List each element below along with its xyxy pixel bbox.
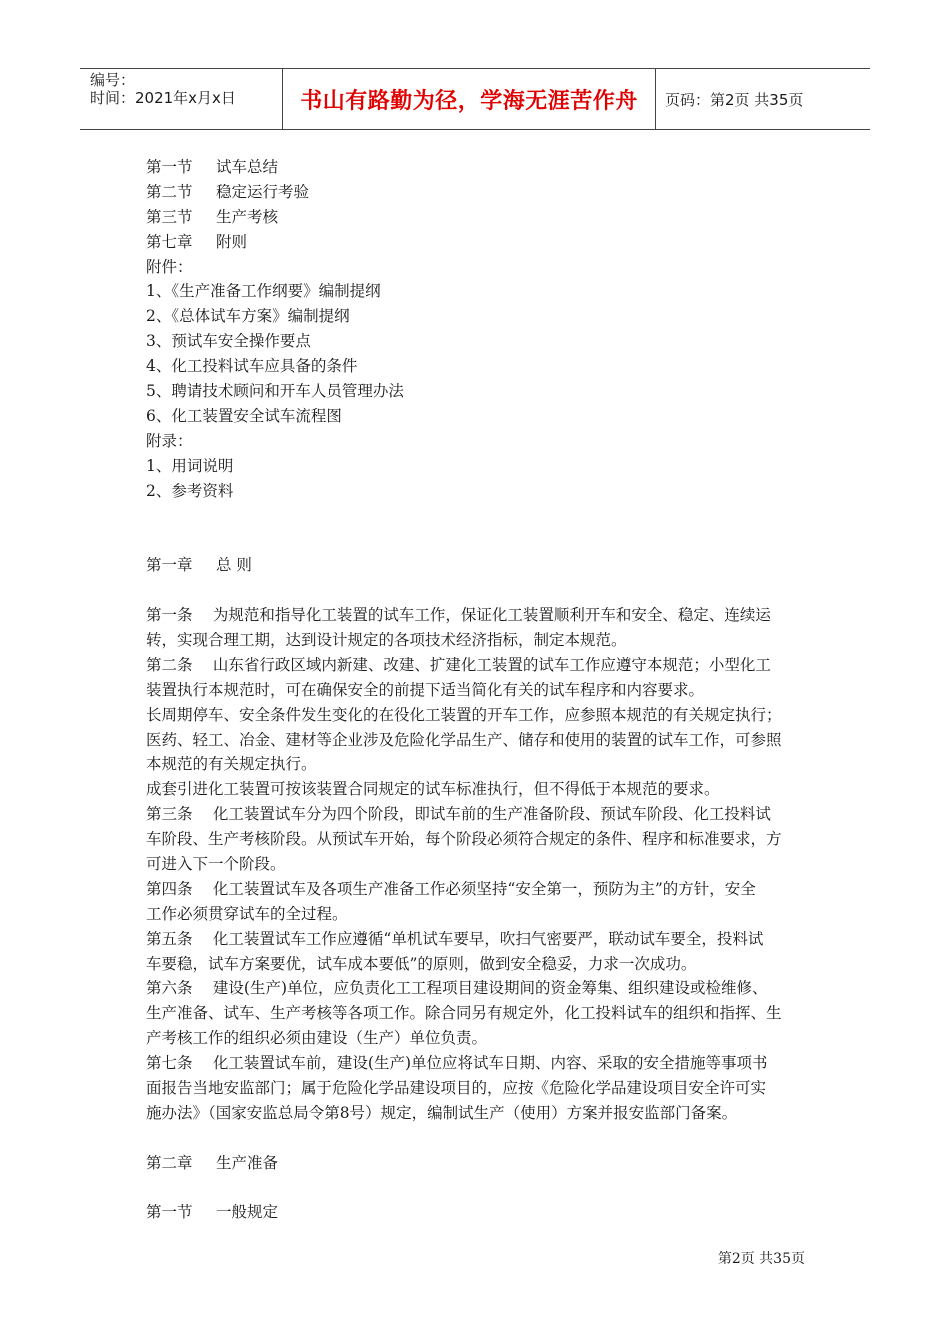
page-footer: 第2页 共35页 bbox=[717, 1251, 805, 1267]
body-line: 第一条 为规范和指导化工装置的试车工作，保证化工装置顺利开车和安全、稳定、连续运 bbox=[146, 606, 771, 625]
attachments-heading: 附件： bbox=[146, 257, 193, 276]
attachment-item: 3、预试车安全操作要点 bbox=[146, 332, 311, 351]
chapter-heading: 第二章 生产准备 bbox=[146, 1153, 279, 1172]
appendix-item: 1、用词说明 bbox=[146, 456, 234, 475]
body-line: 第五条 化工装置试车工作应遵循“单机试车要早，吹扫气密要严，联动试车要全，投料试 bbox=[146, 929, 764, 948]
document-body bbox=[146, 155, 816, 1225]
body-line: 第六条 建设(生产)单位，应负责化工工程项目建设期间的资金筹集、组织建设或检维修、 bbox=[146, 979, 768, 998]
body-line: 装置执行本规范时，可在确保安全的前提下适当简化有关的试车程序和内容要求。 bbox=[146, 680, 705, 699]
body-line: 第三条 化工装置试车分为四个阶段，即试车前的生产准备阶段、预试车阶段、化工投料试 bbox=[146, 805, 771, 824]
body-line: 产考核工作的组织必须由建设（生产）单位负责。 bbox=[146, 1029, 488, 1048]
header-right bbox=[655, 69, 870, 129]
body-line: 转，实现合理工期，达到设计规定的各项技术经济指标，制定本规范。 bbox=[146, 630, 627, 649]
attachment-item: 2、《总体试车方案》编制提纲 bbox=[146, 307, 350, 326]
header-motto: 书山有路勤为径，学海无涯苦作舟 bbox=[300, 88, 638, 114]
chapter-body bbox=[146, 603, 816, 1126]
chapter-heading: 第一章 总 则 bbox=[146, 556, 252, 575]
attachment-item: 1、《生产准备工作纲要》编制提纲 bbox=[146, 282, 381, 301]
page-header bbox=[80, 68, 870, 130]
body-line: 面报告当地安监部门；属于危险化学品建设项目的，应按《危险化学品建设项目安全许可实 bbox=[146, 1078, 767, 1097]
section-heading: 第一节 一般规定 bbox=[146, 1203, 279, 1222]
body-line: 医药、轻工、冶金、建材等企业涉及危险化学品生产、储存和使用的装置的试车工作，可参照 bbox=[146, 730, 782, 749]
body-line: 长周期停车、安全条件发生变化的在役化工装置的开车工作，应参照本规范的有关规定执行； bbox=[146, 705, 782, 724]
toc-item: 第七章 附则 bbox=[146, 232, 248, 251]
appendix-heading: 附录： bbox=[146, 431, 193, 450]
toc-item: 第三节 生产考核 bbox=[146, 207, 279, 226]
body-line: 生产准备、试车、生产考核等各项工作。除合同另有规定外，化工投料试车的组织和指挥、生 bbox=[146, 1004, 782, 1023]
body-line: 车要稳，试车方案要优，试车成本要低”的原则，做到安全稳妥，力求一次成功。 bbox=[146, 954, 697, 973]
body-line: 施办法》（国家安监总局令第8号）规定，编制试生产（使用）方案并报安监部门备案。 bbox=[146, 1103, 738, 1122]
attachment-item: 5、聘请技术顾问和开车人员管理办法 bbox=[146, 382, 404, 401]
body-line: 可进入下一个阶段。 bbox=[146, 854, 286, 873]
header-left bbox=[80, 69, 282, 129]
document-number-label: 编号： bbox=[90, 71, 136, 89]
body-line: 本规范的有关规定执行。 bbox=[146, 755, 317, 774]
appendix-item: 2、参考资料 bbox=[146, 481, 234, 500]
document-time-label: 时间：2021年x月x日 bbox=[90, 89, 236, 107]
body-line: 工作必须贯穿试车的全过程。 bbox=[146, 904, 348, 923]
body-line: 第七条 化工装置试车前，建设(生产)单位应将试车日期、内容、采取的安全措施等事项书 bbox=[146, 1054, 768, 1073]
attachment-item: 4、化工投料试车应具备的条件 bbox=[146, 357, 358, 376]
header-center bbox=[282, 69, 656, 129]
header-page-number: 页码：第2页 共35页 bbox=[665, 90, 804, 109]
body-line: 第四条 化工装置试车及各项生产准备工作必须坚持“安全第一，预防为主”的方针，安全 bbox=[146, 879, 756, 898]
toc-item: 第二节 稳定运行考验 bbox=[146, 182, 310, 201]
attachment-item: 6、化工装置安全试车流程图 bbox=[146, 406, 342, 425]
body-line: 车阶段、生产考核阶段。从预试车开始，每个阶段必须符合规定的条件、程序和标准要求，方 bbox=[146, 830, 782, 849]
body-line: 第二条 山东省行政区域内新建、改建、扩建化工装置的试车工作应遵守本规范；小型化工 bbox=[146, 655, 771, 674]
toc-item: 第一节 试车总结 bbox=[146, 158, 279, 176]
body-line: 成套引进化工装置可按该装置合同规定的试车标准执行，但不得低于本规范的要求。 bbox=[146, 780, 720, 799]
